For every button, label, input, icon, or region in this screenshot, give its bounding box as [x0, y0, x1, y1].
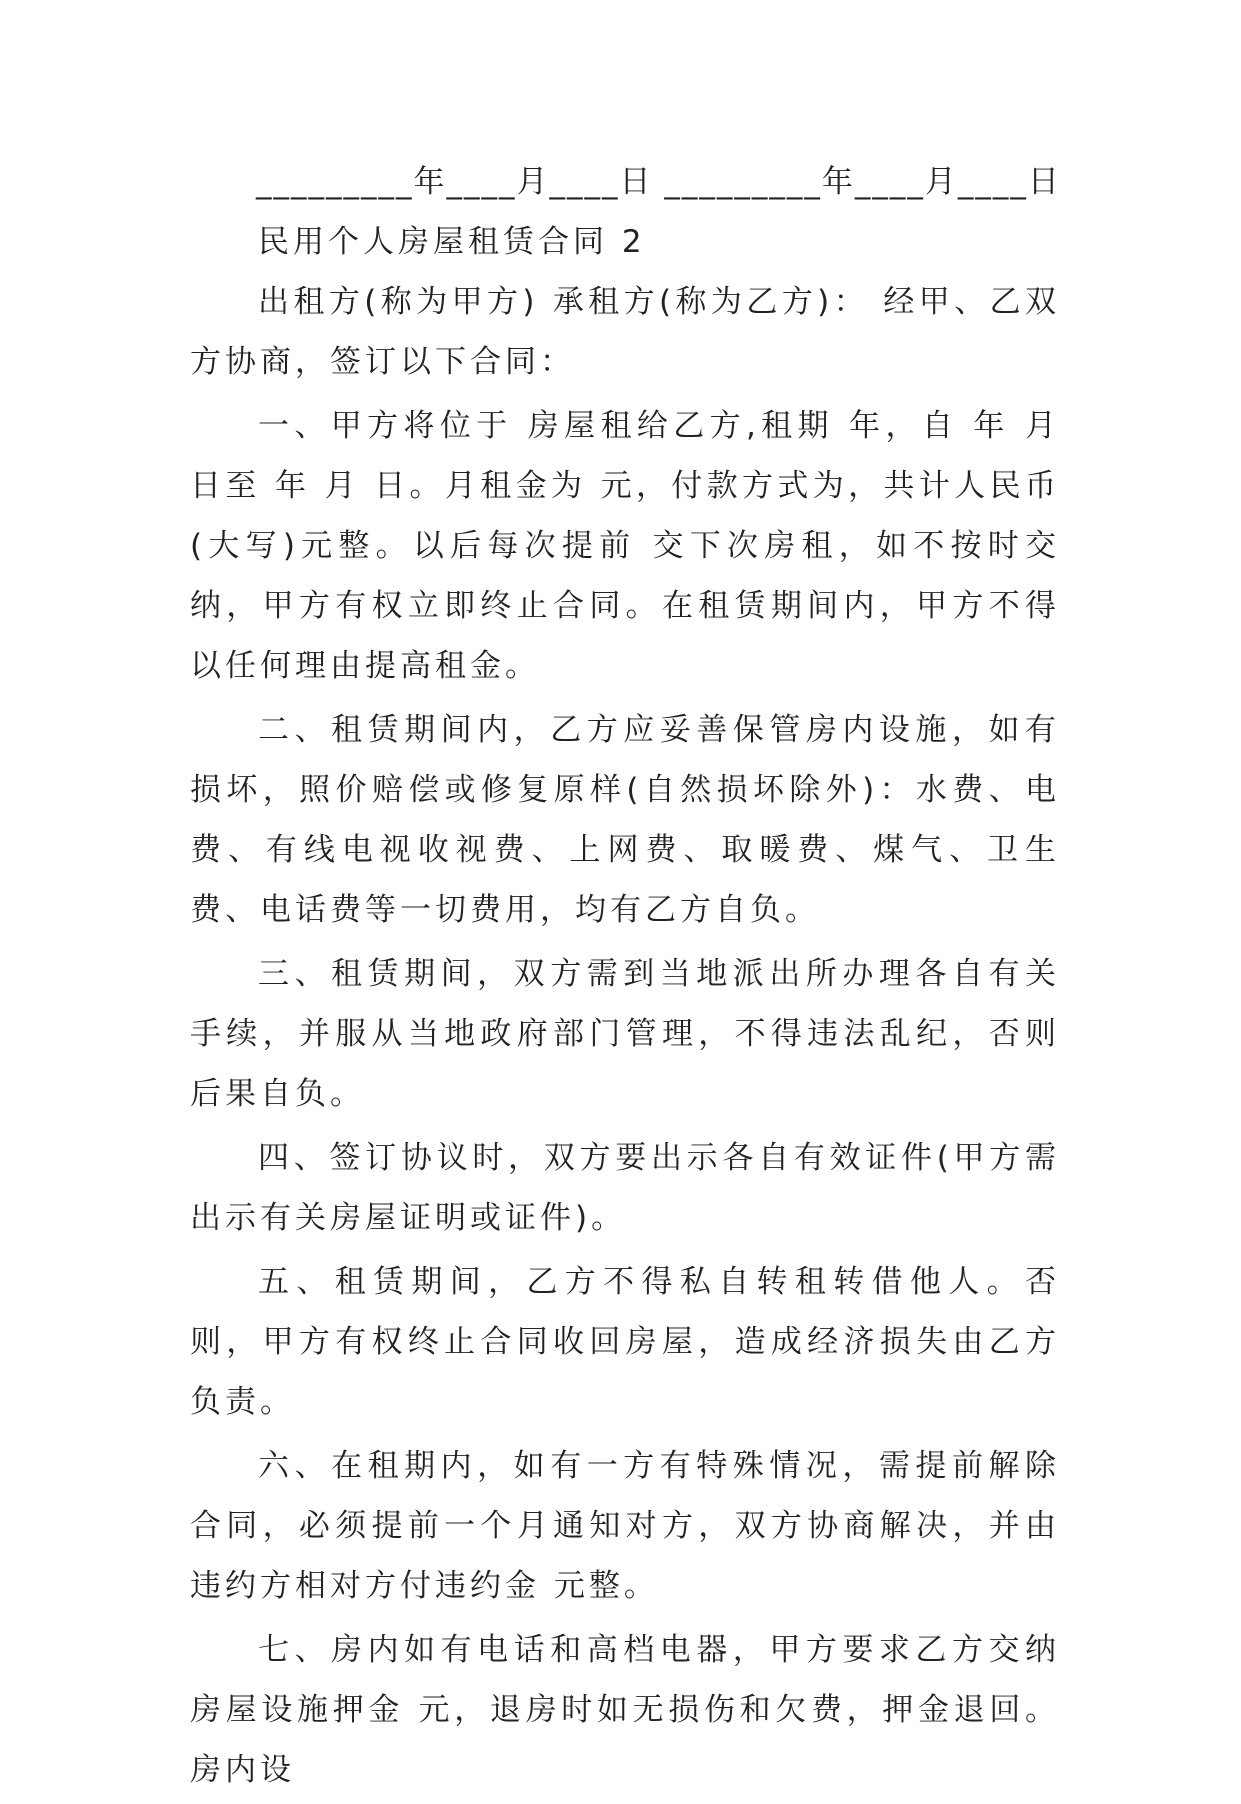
document-body	[190, 152, 1060, 1804]
paragraph-clause-7: 七、房内如有电话和高档电器，甲方要求乙方交纳房屋设施押金 元，退房时如无损伤和欠费，押金退回。房内设	[190, 1632, 1060, 1788]
signature-date-line: _________年____月____日 _________年____月____日	[256, 164, 1061, 200]
paragraph-clause-3: 三、租赁期间，双方需到当地派出所办理各自有关手续，并服从当地政府部门管理，不得违法乱纪，否则后果自负。	[190, 956, 1060, 1112]
contract-title: 民用个人房屋租赁合同 2	[258, 224, 646, 260]
paragraph-clause-6: 六、在租期内，如有一方有特殊情况，需提前解除合同，必须提前一个月通知对方，双方协商解决，并由违约方相对方付违约金 元整。	[190, 1448, 1060, 1604]
paragraph-clause-2: 二、租赁期间内，乙方应妥善保管房内设施，如有损坏，照价赔偿或修复原样(自然损坏除外)：水费、电费、有线电视收视费、上网费、取暖费、煤气、卫生费、电话费等一切费用，均有乙方自负。	[190, 712, 1060, 928]
paragraph-parties: 出租方(称为甲方) 承租方(称为乙方)： 经甲、乙双方协商，签订以下合同：	[190, 284, 1060, 380]
paragraph-clause-4: 四、签订协议时，双方要出示各自有效证件(甲方需出示有关房屋证明或证件)。	[190, 1140, 1060, 1236]
paragraph-clause-1: 一、甲方将位于 房屋租给乙方,租期 年，自 年 月 日至 年 月 日。月租金为 元，付款方式为，共计人民币(大写)元整。以后每次提前 交下次房租，如不按时交纳，甲方有权立即终止合同。在租赁期间内，甲方不得以任何理由提高租金。	[190, 408, 1060, 684]
paragraph-clause-5: 五、租赁期间，乙方不得私自转租转借他人。否则，甲方有权终止合同收回房屋，造成经济损失由乙方负责。	[190, 1264, 1060, 1420]
